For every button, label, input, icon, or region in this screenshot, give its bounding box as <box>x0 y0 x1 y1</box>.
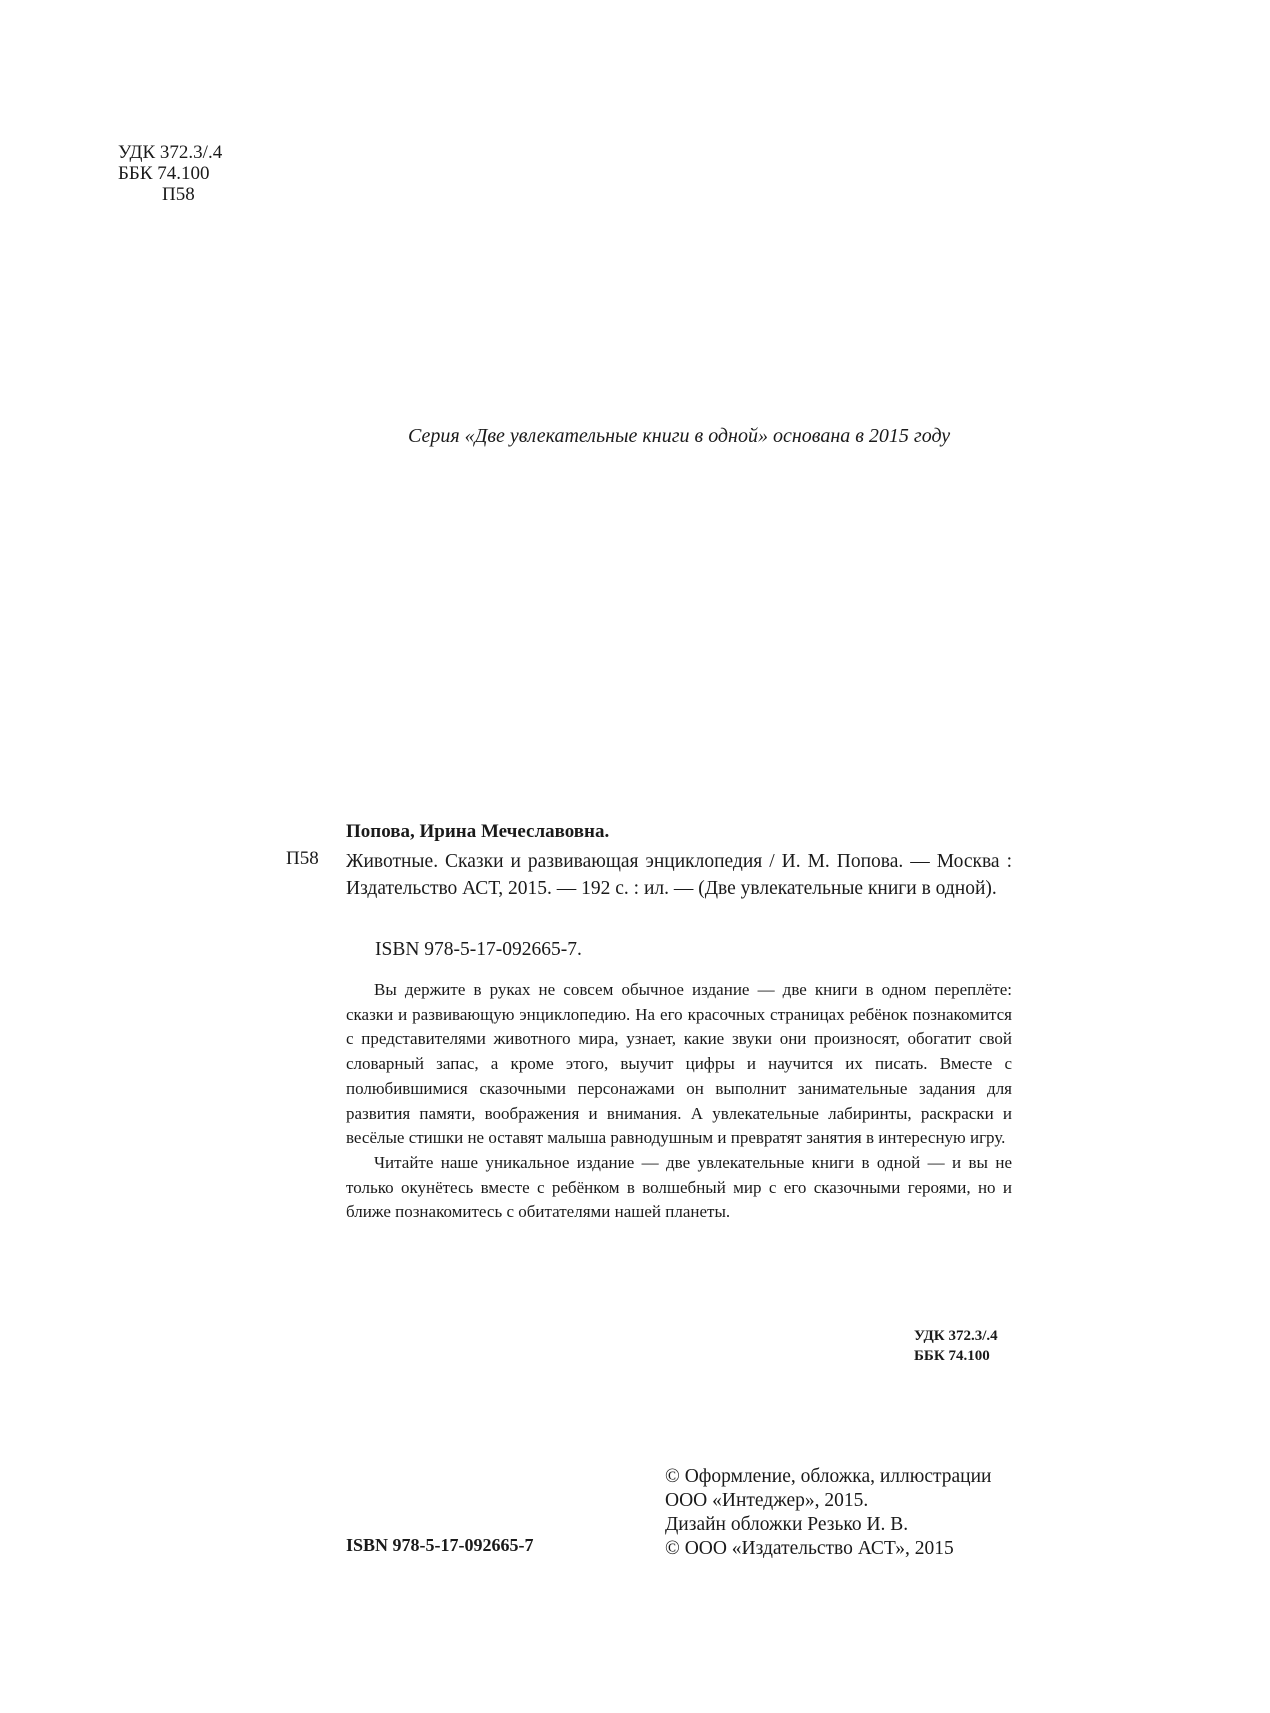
bibliographic-description: Животные. Сказки и развивающая энциклопедия / И. М. Попова. — Москва : Издательство АСТ, 2015. — 192 с. : ил. — (Две увлекательные книги в одной). <box>346 851 1012 899</box>
udk-label: УДК <box>118 142 156 163</box>
annotation-paragraph-1: Вы держите в руках не совсем обычное издание — две книги в одном переплёте: сказки и развивающую энциклопедию. На его красочных страницах ребёнок познакомится с представителями животного мира, узнает, какие звуки они произносят, обогатит свой словарный запас, а кроме этого, выучит цифры и научится их писать. Вместе с полюбившимися сказочными персонажами он выполнит занимательные задания для развития памяти, воображения и внимания. А увлекательные лабиринты, раскраски и весёлые стишки не оставят малыша равнодушным и превратят занятия в интересную игру. <box>346 980 1012 1148</box>
bbk-value: 74.100 <box>157 163 210 184</box>
annotation <box>346 978 1012 1225</box>
bbk-line <box>118 163 222 184</box>
isbn-line: ISBN 978-5-17-092665-7. <box>375 939 582 960</box>
author-mark-left: П58 <box>286 848 319 869</box>
classification-codes-bottom <box>914 1326 998 1366</box>
author-mark-top: П58 <box>162 184 195 205</box>
series-statement: Серия «Две увлекательные книги в одной» основана в 2015 году <box>408 425 951 447</box>
bbk-label: ББК <box>118 163 153 184</box>
annotation-paragraph-2: Читайте наше уникальное издание — две увлекательные книги в одной — и вы не только окунётесь вместе с ребёнком в волшебный мир с его сказочными героями, но и ближе познакомитесь с обитателями нашей планеты. <box>346 1152 1012 1222</box>
copyright-line-1: © Оформление, обложка, иллюстрации <box>665 1466 992 1487</box>
bbk-bottom: ББК 74.100 <box>914 1348 990 1364</box>
classification-codes-top <box>118 142 222 205</box>
udk-line <box>118 142 222 163</box>
copyright-block <box>665 1465 991 1561</box>
udk-value: 372.3/.4 <box>159 142 223 163</box>
copyright-line-2: ООО «Интеджер», 2015. <box>665 1490 869 1511</box>
copyright-line-3: Дизайн обложки Резько И. В. <box>665 1514 909 1535</box>
copyright-line-4: © ООО «Издательство АСТ», 2015 <box>665 1538 954 1559</box>
udk-bottom: УДК 372.3/.4 <box>914 1328 998 1344</box>
author-heading: Попова, Ирина Мечеславовна. <box>346 821 610 842</box>
isbn-bold: ISBN 978-5-17-092665-7 <box>346 1535 534 1555</box>
